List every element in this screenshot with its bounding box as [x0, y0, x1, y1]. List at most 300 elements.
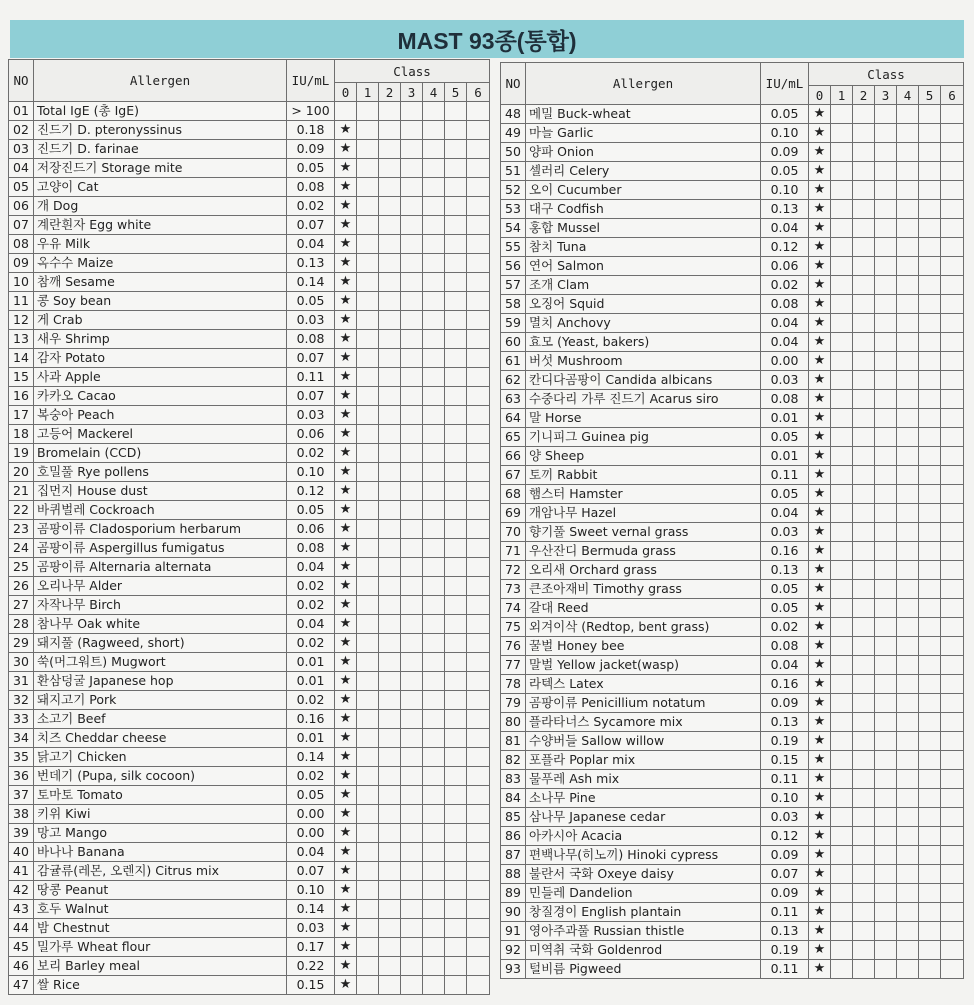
- class-cell-4: [423, 653, 445, 672]
- class-cell-1: [831, 238, 853, 257]
- class-cell-4: [897, 789, 919, 808]
- class-cell-3: [875, 960, 897, 979]
- class-star-marker: ★: [809, 960, 831, 979]
- row-number: 88: [501, 865, 526, 884]
- class-cell-2: [379, 843, 401, 862]
- iu-value: 0.02: [287, 197, 335, 216]
- iu-value: 0.01: [761, 409, 809, 428]
- table-body-left: [9, 102, 490, 995]
- class-cell-4: [897, 485, 919, 504]
- iu-value: 0.08: [287, 178, 335, 197]
- class-cell-4: [423, 786, 445, 805]
- allergen-name: 편백나무(히노끼) Hinoki cypress: [526, 846, 761, 865]
- class-cell-2: [853, 561, 875, 580]
- row-number: 04: [9, 159, 34, 178]
- iu-value: 0.09: [761, 143, 809, 162]
- table-row: [9, 254, 490, 273]
- class-star-marker: ★: [335, 292, 357, 311]
- iu-value: 0.02: [287, 577, 335, 596]
- class-cell-5: [919, 542, 941, 561]
- iu-value: 0.10: [761, 124, 809, 143]
- table-row: [9, 216, 490, 235]
- class-cell-4: [423, 349, 445, 368]
- class-cell-4: [423, 748, 445, 767]
- allergen-name: 돼지고기 Pork: [34, 691, 287, 710]
- class-star-marker: ★: [809, 390, 831, 409]
- class-cell-4: [897, 865, 919, 884]
- class-cell-1: [831, 941, 853, 960]
- iu-value: 0.08: [761, 295, 809, 314]
- row-number: 51: [501, 162, 526, 181]
- table-row: [501, 371, 964, 390]
- allergen-name: 진드기 D. pteronyssinus: [34, 121, 287, 140]
- row-number: 29: [9, 634, 34, 653]
- class-cell-2: [853, 276, 875, 295]
- class-cell-2: [853, 124, 875, 143]
- allergen-name: Total IgE (총 IgE): [34, 102, 287, 121]
- row-number: 07: [9, 216, 34, 235]
- class-cell-2: [853, 865, 875, 884]
- table-row: [9, 292, 490, 311]
- table-row: [9, 919, 490, 938]
- class-cell-5: [445, 710, 467, 729]
- class-cell-4: [897, 504, 919, 523]
- row-number: 05: [9, 178, 34, 197]
- allergen-name: 키위 Kiwi: [34, 805, 287, 824]
- class-cell-1: [357, 634, 379, 653]
- class-star-marker: ★: [335, 653, 357, 672]
- iu-value: 0.05: [287, 159, 335, 178]
- iu-value: 0.16: [287, 710, 335, 729]
- class-cell-5: [919, 200, 941, 219]
- header-class-4: 4: [897, 86, 919, 105]
- class-star-marker: ★: [335, 482, 357, 501]
- allergen-name: 고양이 Cat: [34, 178, 287, 197]
- table-row: [501, 884, 964, 903]
- iu-value: 0.10: [761, 181, 809, 200]
- allergen-name: 양 Sheep: [526, 447, 761, 466]
- class-cell-4: [423, 387, 445, 406]
- class-cell-6: [941, 865, 964, 884]
- class-cell-2: [853, 162, 875, 181]
- row-number: 56: [501, 257, 526, 276]
- class-cell-1: [357, 349, 379, 368]
- row-number: 28: [9, 615, 34, 634]
- class-cell-4: [897, 428, 919, 447]
- class-cell-6: [941, 276, 964, 295]
- class-cell-3: [401, 596, 423, 615]
- row-number: 17: [9, 406, 34, 425]
- table-row: [501, 181, 964, 200]
- header-allergen: Allergen: [34, 60, 287, 102]
- class-cell-2: [853, 637, 875, 656]
- class-cell-5: [445, 387, 467, 406]
- class-cell-3: [401, 311, 423, 330]
- class-cell-2: [853, 770, 875, 789]
- allergen-name: 효모 (Yeast, bakers): [526, 333, 761, 352]
- iu-value: 0.11: [761, 960, 809, 979]
- class-star-marker: ★: [335, 900, 357, 919]
- class-star-marker: ★: [335, 406, 357, 425]
- class-star-marker: ★: [809, 447, 831, 466]
- class-cell-1: [357, 767, 379, 786]
- class-cell-4: [423, 235, 445, 254]
- class-cell-2: [379, 805, 401, 824]
- class-cell-3: [401, 425, 423, 444]
- iu-value: 0.05: [761, 599, 809, 618]
- class-cell-3: [875, 105, 897, 124]
- class-cell-5: [919, 447, 941, 466]
- table-row: [501, 504, 964, 523]
- allergen-name: 오이 Cucumber: [526, 181, 761, 200]
- class-cell-2: [853, 751, 875, 770]
- class-cell-1: [831, 922, 853, 941]
- class-cell-3: [875, 409, 897, 428]
- title-bar: [10, 20, 964, 58]
- class-cell-6: [941, 447, 964, 466]
- class-cell-2: [379, 444, 401, 463]
- class-cell-6: [941, 789, 964, 808]
- class-cell-3: [875, 713, 897, 732]
- table-row: [9, 406, 490, 425]
- row-number: 26: [9, 577, 34, 596]
- table-row: [501, 143, 964, 162]
- class-cell-5: [919, 884, 941, 903]
- class-star-marker: ★: [335, 558, 357, 577]
- class-cell-4: [423, 482, 445, 501]
- allergen-name: 메밀 Buck-wheat: [526, 105, 761, 124]
- row-number: 41: [9, 862, 34, 881]
- class-cell-4: [897, 903, 919, 922]
- class-cell-3: [401, 482, 423, 501]
- table-row: [501, 675, 964, 694]
- class-cell-5: [445, 615, 467, 634]
- class-cell-5: [445, 444, 467, 463]
- class-cell-6: [467, 729, 490, 748]
- header-class-2: 2: [853, 86, 875, 105]
- iu-value: 0.19: [761, 941, 809, 960]
- row-number: 52: [501, 181, 526, 200]
- iu-value: 0.10: [287, 463, 335, 482]
- class-cell-3: [875, 732, 897, 751]
- header-class: Class: [809, 63, 964, 86]
- class-cell-2: [379, 254, 401, 273]
- table-row: [501, 105, 964, 124]
- class-cell-6: [941, 162, 964, 181]
- class-cell-3: [875, 694, 897, 713]
- class-cell-3: [401, 900, 423, 919]
- class-cell-4: [423, 976, 445, 995]
- iu-value: 0.12: [761, 827, 809, 846]
- class-cell-6: [467, 919, 490, 938]
- class-cell-3: [401, 748, 423, 767]
- class-cell-5: [445, 273, 467, 292]
- table-row: [501, 922, 964, 941]
- class-cell-2: [853, 257, 875, 276]
- allergen-name: 사과 Apple: [34, 368, 287, 387]
- table-row: [9, 558, 490, 577]
- class-star-marker: ★: [335, 729, 357, 748]
- class-cell-2: [853, 903, 875, 922]
- class-cell-3: [875, 599, 897, 618]
- allergen-name: 물푸레 Ash mix: [526, 770, 761, 789]
- iu-value: 0.02: [761, 618, 809, 637]
- row-number: 08: [9, 235, 34, 254]
- row-number: 93: [501, 960, 526, 979]
- class-star-marker: ★: [335, 235, 357, 254]
- class-cell-6: [941, 656, 964, 675]
- class-cell-5: [919, 599, 941, 618]
- class-cell-5: [919, 770, 941, 789]
- table-row: [501, 599, 964, 618]
- class-cell-1: [357, 178, 379, 197]
- class-cell-6: [467, 539, 490, 558]
- class-cell-5: [919, 485, 941, 504]
- row-number: 48: [501, 105, 526, 124]
- class-cell-3: [401, 140, 423, 159]
- row-number: 20: [9, 463, 34, 482]
- class-cell-6: [467, 824, 490, 843]
- row-number: 85: [501, 808, 526, 827]
- iu-value: 0.11: [761, 466, 809, 485]
- table-row: [9, 539, 490, 558]
- class-cell-1: [831, 561, 853, 580]
- header-class-1: 1: [357, 83, 379, 102]
- row-number: 33: [9, 710, 34, 729]
- class-cell-5: [919, 257, 941, 276]
- class-star-marker: ★: [335, 824, 357, 843]
- class-cell-3: [401, 387, 423, 406]
- allergen-name: 참나무 Oak white: [34, 615, 287, 634]
- class-cell-3: [875, 447, 897, 466]
- class-cell-4: [897, 960, 919, 979]
- class-cell-1: [831, 504, 853, 523]
- class-cell-2: [379, 349, 401, 368]
- class-star-marker: ★: [335, 919, 357, 938]
- class-cell-3: [875, 466, 897, 485]
- class-cell-5: [919, 504, 941, 523]
- class-cell-6: [467, 463, 490, 482]
- class-cell-4: [897, 580, 919, 599]
- class-cell-6: [467, 311, 490, 330]
- allergen-name: 라텍스 Latex: [526, 675, 761, 694]
- table-row: [9, 900, 490, 919]
- class-cell-1: [357, 102, 379, 121]
- class-star-marker: ★: [809, 941, 831, 960]
- table-row: [501, 295, 964, 314]
- class-star-marker: ★: [335, 577, 357, 596]
- iu-value: 0.04: [287, 843, 335, 862]
- class-cell-6: [941, 314, 964, 333]
- iu-value: 0.09: [761, 694, 809, 713]
- class-cell-5: [445, 957, 467, 976]
- class-cell-4: [897, 542, 919, 561]
- class-cell-1: [357, 292, 379, 311]
- table-row: [9, 748, 490, 767]
- allergen-name: 호밀풀 Rye pollens: [34, 463, 287, 482]
- class-cell-6: [941, 333, 964, 352]
- class-cell-3: [875, 884, 897, 903]
- class-cell-2: [853, 466, 875, 485]
- class-star-marker: ★: [335, 786, 357, 805]
- class-star-marker: ★: [335, 330, 357, 349]
- class-cell-6: [941, 713, 964, 732]
- row-number: 30: [9, 653, 34, 672]
- class-cell-5: [445, 748, 467, 767]
- allergen-name: 수양버들 Sallow willow: [526, 732, 761, 751]
- iu-value: 0.10: [761, 789, 809, 808]
- class-cell-3: [875, 162, 897, 181]
- row-number: 32: [9, 691, 34, 710]
- class-cell-5: [919, 713, 941, 732]
- iu-value: 0.13: [761, 713, 809, 732]
- class-cell-1: [357, 748, 379, 767]
- row-number: 12: [9, 311, 34, 330]
- class-cell-5: [919, 162, 941, 181]
- row-number: 09: [9, 254, 34, 273]
- iu-value: 0.11: [287, 368, 335, 387]
- class-cell-2: [379, 615, 401, 634]
- row-number: 06: [9, 197, 34, 216]
- class-cell-5: [919, 143, 941, 162]
- class-cell-3: [401, 273, 423, 292]
- class-cell-6: [941, 561, 964, 580]
- class-cell-3: [875, 352, 897, 371]
- class-cell-1: [357, 463, 379, 482]
- class-cell-2: [379, 539, 401, 558]
- class-cell-2: [853, 485, 875, 504]
- class-star-marker: ★: [809, 694, 831, 713]
- class-cell-5: [445, 729, 467, 748]
- class-cell-5: [445, 653, 467, 672]
- class-cell-6: [467, 140, 490, 159]
- class-star-marker: ★: [809, 162, 831, 181]
- class-cell-5: [445, 672, 467, 691]
- class-cell-4: [897, 637, 919, 656]
- class-cell-2: [853, 960, 875, 979]
- class-cell-5: [919, 675, 941, 694]
- class-cell-3: [875, 751, 897, 770]
- class-cell-3: [401, 330, 423, 349]
- allergen-name: 수중다리 가루 진드기 Acarus siro: [526, 390, 761, 409]
- class-cell-6: [467, 254, 490, 273]
- class-cell-4: [423, 406, 445, 425]
- class-star-marker: ★: [809, 409, 831, 428]
- iu-value: 0.00: [287, 824, 335, 843]
- class-star-marker: ★: [809, 713, 831, 732]
- iu-value: 0.05: [761, 485, 809, 504]
- class-star-marker: ★: [809, 884, 831, 903]
- class-cell-2: [853, 694, 875, 713]
- class-cell-2: [379, 368, 401, 387]
- class-cell-1: [357, 501, 379, 520]
- iu-value: 0.11: [761, 903, 809, 922]
- table-row: [501, 694, 964, 713]
- class-star-marker: ★: [809, 922, 831, 941]
- class-cell-1: [357, 710, 379, 729]
- class-cell-3: [401, 710, 423, 729]
- row-number: 21: [9, 482, 34, 501]
- class-cell-5: [445, 121, 467, 140]
- class-cell-3: [875, 295, 897, 314]
- class-cell-5: [919, 751, 941, 770]
- class-star-marker: ★: [335, 862, 357, 881]
- class-cell-2: [853, 333, 875, 352]
- row-number: 72: [501, 561, 526, 580]
- class-cell-5: [445, 102, 467, 121]
- class-cell-1: [831, 409, 853, 428]
- allergen-name: 오징어 Squid: [526, 295, 761, 314]
- allergen-name: 연어 Salmon: [526, 257, 761, 276]
- allergen-name: 곰팡이류 Cladosporium herbarum: [34, 520, 287, 539]
- class-cell-1: [831, 124, 853, 143]
- iu-value: 0.10: [287, 881, 335, 900]
- class-star-marker: ★: [809, 542, 831, 561]
- class-cell-5: [445, 824, 467, 843]
- class-cell-3: [875, 124, 897, 143]
- allergen-name: 멸치 Anchovy: [526, 314, 761, 333]
- class-cell-2: [853, 295, 875, 314]
- class-cell-4: [423, 881, 445, 900]
- class-cell-3: [401, 520, 423, 539]
- allergen-name: 포플라 Poplar mix: [526, 751, 761, 770]
- class-cell-3: [875, 219, 897, 238]
- class-star-marker: ★: [809, 143, 831, 162]
- row-number: 45: [9, 938, 34, 957]
- class-cell-2: [379, 425, 401, 444]
- class-star-marker: ★: [335, 843, 357, 862]
- class-cell-4: [423, 729, 445, 748]
- table-row: [9, 311, 490, 330]
- allergen-name: 우산잔디 Bermuda grass: [526, 542, 761, 561]
- class-cell-4: [897, 314, 919, 333]
- class-star-marker: ★: [809, 561, 831, 580]
- class-cell-1: [831, 181, 853, 200]
- allergen-name: 바나나 Banana: [34, 843, 287, 862]
- class-cell-3: [401, 558, 423, 577]
- class-cell-2: [853, 941, 875, 960]
- class-cell-4: [423, 425, 445, 444]
- class-cell-4: [897, 599, 919, 618]
- class-cell-1: [357, 596, 379, 615]
- class-cell-1: [357, 919, 379, 938]
- class-cell-5: [919, 428, 941, 447]
- allergen-name: 조개 Clam: [526, 276, 761, 295]
- class-star-marker: ★: [335, 957, 357, 976]
- class-cell-4: [423, 121, 445, 140]
- class-cell-3: [401, 957, 423, 976]
- iu-value: 0.08: [761, 637, 809, 656]
- class-cell-6: [467, 235, 490, 254]
- iu-value: 0.12: [761, 238, 809, 257]
- iu-value: 0.05: [287, 786, 335, 805]
- allergen-name: 불란서 국화 Oxeye daisy: [526, 865, 761, 884]
- class-cell-1: [831, 770, 853, 789]
- class-cell-3: [401, 843, 423, 862]
- allergen-name: 큰조아재비 Timothy grass: [526, 580, 761, 599]
- class-cell-4: [897, 352, 919, 371]
- class-cell-2: [379, 292, 401, 311]
- iu-value: 0.05: [761, 580, 809, 599]
- row-number: 14: [9, 349, 34, 368]
- allergen-name: 버섯 Mushroom: [526, 352, 761, 371]
- table-row: [501, 124, 964, 143]
- class-star-marker: ★: [809, 751, 831, 770]
- row-number: 66: [501, 447, 526, 466]
- iu-value: 0.01: [761, 447, 809, 466]
- table-row: [9, 881, 490, 900]
- row-number: 83: [501, 770, 526, 789]
